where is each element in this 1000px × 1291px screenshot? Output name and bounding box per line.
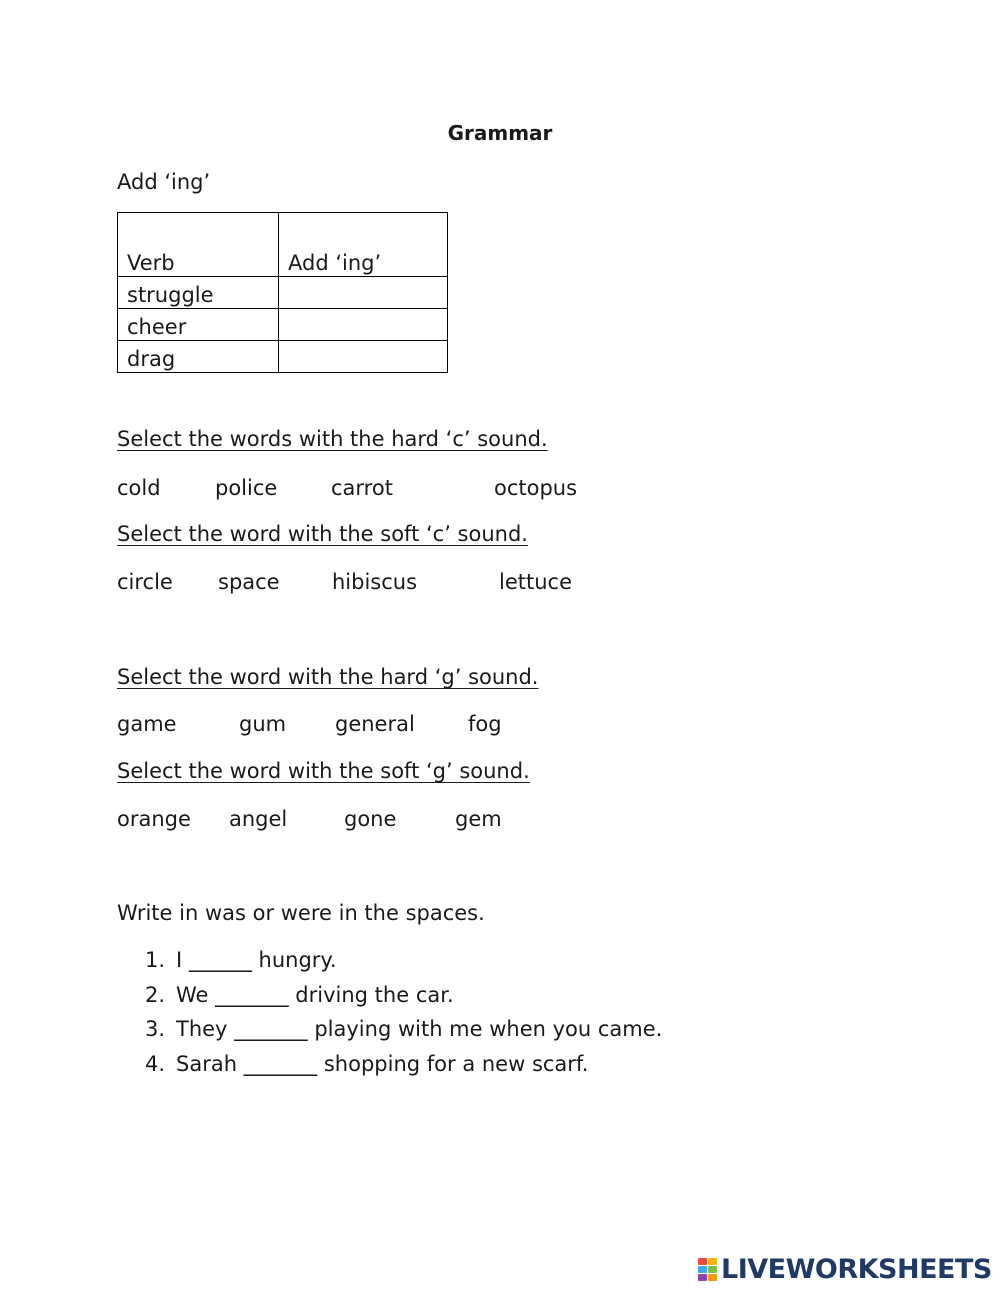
fill-in-sentence[interactable]: They _______ playing with me when you came. [176, 1017, 663, 1041]
hard-c-word-option[interactable]: cold [117, 476, 161, 500]
hard-g-word-option[interactable]: fog [468, 712, 502, 736]
table-header-row [118, 213, 448, 277]
logo-tile [698, 1266, 707, 1273]
hard-c-prompt: Select the words with the hard ‘c’ sound. [117, 427, 548, 451]
brand-name: LIVEWORKSHEETS [721, 1253, 992, 1285]
liveworksheets-logo [698, 1252, 992, 1286]
soft-c-word-option[interactable]: lettuce [499, 570, 572, 594]
logo-tile [708, 1266, 717, 1273]
hard-c-word-option[interactable]: police [215, 476, 278, 500]
logo-tile [698, 1274, 707, 1281]
item-number: 1. [145, 948, 166, 972]
header-verb: Verb [118, 213, 279, 277]
logo-tile [708, 1258, 717, 1265]
liveworksheets-logo-icon [698, 1258, 717, 1281]
soft-c-word-option[interactable]: hibiscus [332, 570, 418, 594]
table-row [118, 277, 448, 309]
fill-in-sentence[interactable]: Sarah _______ shopping for a new scarf. [176, 1052, 589, 1076]
hard-g-word-option[interactable]: general [335, 712, 415, 736]
hard-g-word-option[interactable]: game [117, 712, 177, 736]
verb-cell: struggle [118, 277, 279, 309]
soft-c-prompt: Select the word with the soft ‘c’ sound. [117, 522, 528, 546]
item-number: 3. [145, 1017, 166, 1041]
answer-cell[interactable] [279, 341, 448, 373]
soft-c-word-option[interactable]: circle [117, 570, 173, 594]
add-ing-heading: Add ‘ing’ [117, 170, 211, 194]
answer-cell[interactable] [279, 277, 448, 309]
soft-g-prompt: Select the word with the soft ‘g’ sound. [117, 759, 530, 783]
fill-in-sentence[interactable]: We _______ driving the car. [176, 983, 454, 1007]
item-number: 2. [145, 983, 166, 1007]
page-title: Grammar [447, 121, 553, 145]
table-row [118, 309, 448, 341]
soft-g-word-option[interactable]: gone [344, 807, 397, 831]
logo-tile [698, 1258, 707, 1265]
answer-cell[interactable] [279, 309, 448, 341]
soft-g-word-option[interactable]: gem [455, 807, 502, 831]
header-add-ing: Add ‘ing’ [279, 213, 448, 277]
soft-c-word-option[interactable]: space [218, 570, 280, 594]
hard-c-word-option[interactable]: octopus [494, 476, 578, 500]
hard-c-word-option[interactable]: carrot [331, 476, 393, 500]
fill-in-sentence[interactable]: I ______ hungry. [176, 948, 337, 972]
hard-g-prompt: Select the word with the hard ‘g’ sound. [117, 665, 539, 689]
soft-g-word-option[interactable]: angel [229, 807, 288, 831]
item-number: 4. [145, 1052, 166, 1076]
was-were-instruction: Write in was or were in the spaces. [117, 901, 485, 925]
hard-g-word-option[interactable]: gum [239, 712, 287, 736]
soft-g-word-option[interactable]: orange [117, 807, 191, 831]
verb-cell: cheer [118, 309, 279, 341]
logo-tile [708, 1274, 717, 1281]
add-ing-table [117, 212, 448, 373]
verb-cell: drag [118, 341, 279, 373]
table-row [118, 341, 448, 373]
